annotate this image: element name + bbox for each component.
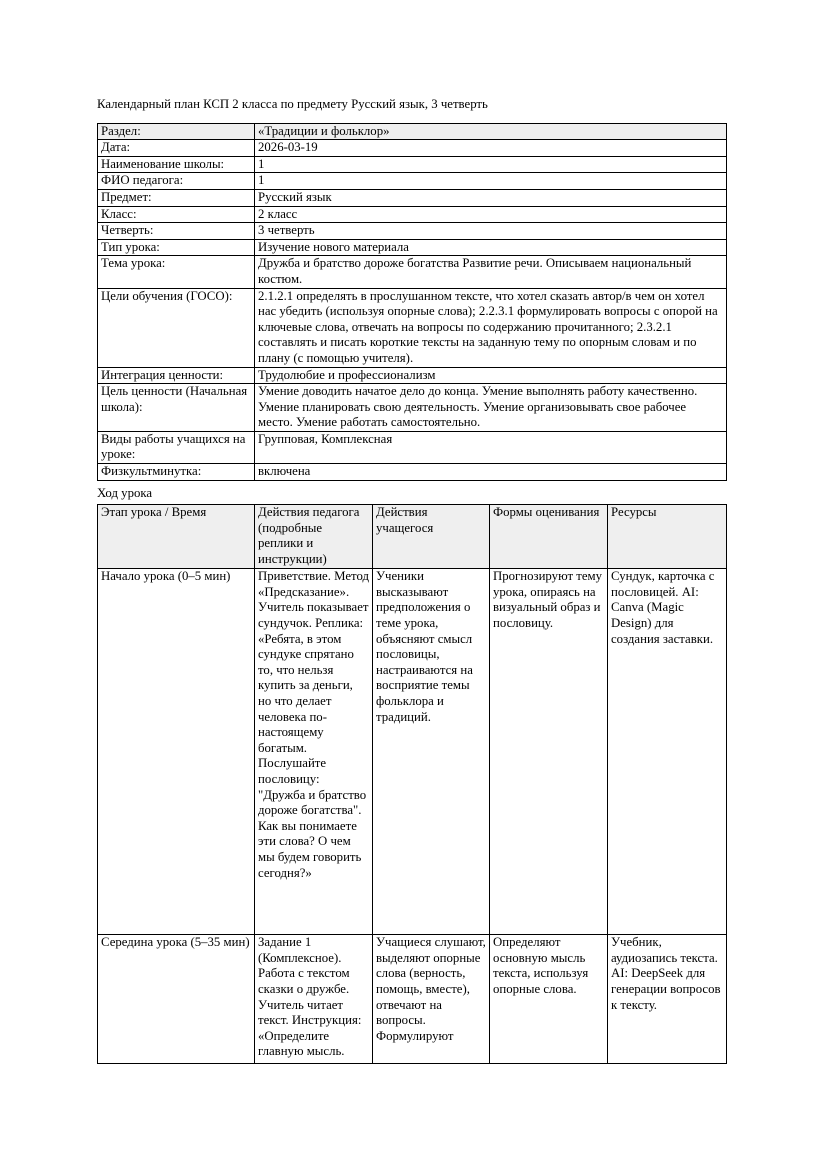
info-label-cell: Тема урока: [98, 256, 255, 288]
page-title: Календарный план КСП 2 класса по предмету Русский язык, 3 четверть [97, 97, 488, 111]
teacher-actions-cell: Задание 1 (Комплексное). Работа с текстом сказки о дружбе. Учитель читает текст. Инструкция: «Определите главную мысль. [255, 935, 373, 1064]
info-value-cell: Дружба и братство дороже богатства Развитие речи. Описываем национальный костюм. [255, 256, 727, 288]
info-label-cell: Физкультминутка: [98, 464, 255, 481]
info-label-cell: ФИО педагога: [98, 173, 255, 190]
info-row [98, 189, 727, 206]
info-label-cell: Класс: [98, 206, 255, 223]
info-label-cell: Предмет: [98, 189, 255, 206]
info-row [98, 464, 727, 481]
info-value-cell: 3 четверть [255, 223, 727, 240]
assessment-cell: Прогнозируют тему урока, опираясь на визуальный образ и пословицу. [490, 569, 608, 935]
info-row [98, 239, 727, 256]
info-row [98, 431, 727, 463]
info-row [98, 256, 727, 288]
info-label-cell: Цель ценности (Начальная школа): [98, 384, 255, 432]
document-content [97, 97, 727, 1064]
info-row [98, 384, 727, 432]
info-row [98, 288, 727, 367]
info-value-cell: Групповая, Комплексная [255, 431, 727, 463]
column-header-stage: Этап урока / Время [98, 505, 255, 569]
info-row [98, 156, 727, 173]
student-actions-cell: Учащиеся слушают, выделяют опорные слова (верность, помощь, вместе), отвечают на вопросы. Формулируют [373, 935, 490, 1064]
info-row [98, 367, 727, 384]
lesson-info-table [97, 123, 727, 481]
info-label-cell: Четверть: [98, 223, 255, 240]
info-row [98, 140, 727, 157]
flow-header-row [98, 505, 727, 569]
student-actions-cell: Ученики высказывают предположения о теме урока, объясняют смысл пословицы, настраиваются на восприятие темы фольклора и традиций. [373, 569, 490, 935]
column-header-resources: Ресурсы [608, 505, 727, 569]
info-label-cell: Наименование школы: [98, 156, 255, 173]
info-value-cell: Трудолюбие и профессионализм [255, 367, 727, 384]
info-row [98, 173, 727, 190]
info-label-cell: Дата: [98, 140, 255, 157]
column-header-assessment: Формы оценивания [490, 505, 608, 569]
info-value-cell: Русский язык [255, 189, 727, 206]
info-value-cell: «Традиции и фольклор» [255, 123, 727, 140]
info-value-cell: Умение доводить начатое дело до конца. Умение выполнять работу качественно. Умение планировать свою деятельность. Умение организовывать свое рабочее место. Умение работать самостоятельно. [255, 384, 727, 432]
column-header-student-actions: Действия учащегося [373, 505, 490, 569]
column-header-teacher-actions: Действия педагога (подробные реплики и инструкции) [255, 505, 373, 569]
assessment-cell: Определяют основную мысль текста, используя опорные слова. [490, 935, 608, 1064]
flow-row-lesson-middle [98, 935, 727, 1064]
resources-cell: Учебник, аудиозапись текста. AI: DeepSeek для генерации вопросов к тексту. [608, 935, 727, 1064]
info-value-cell: 2026-03-19 [255, 140, 727, 157]
info-label-cell: Раздел: [98, 123, 255, 140]
info-value-cell: включена [255, 464, 727, 481]
info-row [98, 223, 727, 240]
info-row [98, 206, 727, 223]
info-value-cell: 1 [255, 156, 727, 173]
flow-row-lesson-start [98, 569, 727, 935]
info-value-cell: 2.1.2.1 определять в прослушанном тексте, что хотел сказать автор/в чем он хотел нас убедить (используя опорные слова); 2.2.3.1 формулировать вопросы с опорой на ключевые слова, отвечать на вопросы по содержанию прочитанного; 2.3.2.1 составлять и писать короткие тексты на заданную тему по опорным словам и по плану (с помощью учителя). [255, 288, 727, 367]
info-label-cell: Виды работы учащихся на уроке: [98, 431, 255, 463]
info-label-cell: Интеграция ценности: [98, 367, 255, 384]
info-value-cell: 2 класс [255, 206, 727, 223]
lesson-flow-heading: Ход урока [97, 485, 153, 500]
stage-cell: Начало урока (0–5 мин) [98, 569, 255, 935]
lesson-flow-table [97, 504, 727, 1064]
info-value-cell: Изучение нового материала [255, 239, 727, 256]
stage-cell: Середина урока (5–35 мин) [98, 935, 255, 1064]
info-row [98, 123, 727, 140]
resources-cell: Сундук, карточка с пословицей. AI: Canva (Magic Design) для создания заставки. [608, 569, 727, 935]
info-label-cell: Цели обучения (ГОСО): [98, 288, 255, 367]
teacher-actions-cell: Приветствие. Метод «Предсказание». Учитель показывает сундучок. Реплика: «Ребята, в этом сундуке спрятано то, что нельзя купить за деньги, но что делает человека по-настоящему богатым. Послушайте пословицу: "Дружба и братство дороже богатства". Как вы понимаете эти слова? О чем мы будем говорить сегодня?» [255, 569, 373, 935]
info-label-cell: Тип урока: [98, 239, 255, 256]
info-value-cell: 1 [255, 173, 727, 190]
